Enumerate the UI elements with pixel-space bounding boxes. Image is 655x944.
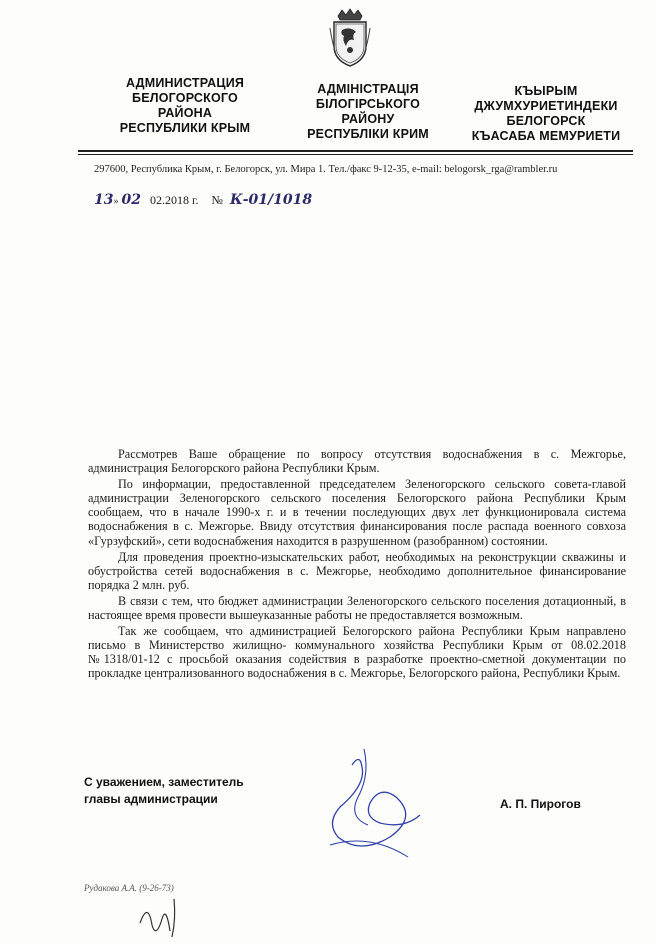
header-divider-thick [78,150,633,152]
paragraph: По информации, предоставленной председателем Зеленогорского сельского совета-главой администрации Зеленогорского сельского поселения Белогорского района Республики Крым сообщаем, что в начале 1990-х г. и в течении последующих двух лет функционировала система водоснабжения в с. Межгорье. Ввиду отсутствия финансирования после распада военного совхоза «Гурзуфский», сети водоснабжения находится в разрушенном (разобранном) состоянии. [88,477,626,548]
coat-of-arms-emblem [328,8,372,68]
header-crimean-tatar [460,84,632,144]
address-line: 297600, Республика Крым, г. Белогорск, ул. Мира 1. Тел./факс 9-12-35, e-mail: belogorsk_rga@rambler.ru [94,164,558,175]
handwritten-number: К-01/1018 [230,192,313,208]
signature-line: С уважением, заместитель [84,775,244,789]
paragraph: В связи с тем, что бюджет администрации Зеленогорского сельского поселения дотационный, в настоящее время провести вышеуказанные работы не предоставляется возможным. [88,593,626,623]
header-line: БІЛОГІРСЬКОГО [315,97,421,111]
header-line: БЕЛОГОРСК [506,114,586,128]
paragraph: Так же сообщаем, что администрацией Белогорского района Республики Крым направлено письмо в Министерство жилищно- коммунального хозяйства Республики Крым от 08.02.2018 №1318/01-12 с просьбой оказания содействия в разработке проектно-сметной документации по прокладке централизованного водоснабжения в с. Межгорье, Белогорского района, Республики Крым. [88,624,626,681]
header-line: АДМИНИСТРАЦИЯ [125,76,245,90]
header-line: АДМІНІСТРАЦІЯ [317,82,419,96]
paragraph: Рассмотрев Ваше обращение по вопросу отсутствия водоснабжения в с. Межгорье, администрация Белогорского района Республики Крым. [88,447,626,476]
executor-note: Рудакова А.А. (9-26-73) [84,883,174,893]
header-divider-thin [78,154,633,155]
printed-date: 02.2018 г. [149,193,199,207]
letter-body [88,447,626,683]
header-line: РЕСПУБЛИКИ КРЫМ [119,121,251,135]
header-line: РЕСПУБЛІКИ КРИМ [307,127,429,141]
paragraph: Для проведения проектно-изыскательских работ, необходимых на реконструкции скважины и обустройства сетей водоснабжения в с. Межгорье, необходимо дополнительное финансирование порядка 2 млн. руб. [88,549,626,592]
handwritten-signature [300,745,450,865]
header-line: КЪЫРЫМ [514,84,578,98]
header-line: БЕЛОГОРСКОГО [132,91,238,105]
initials-scribble [134,895,194,939]
reference-line: 13» 02 02.2018 г. № К-01/1018 [94,192,313,208]
header-ukrainian [283,82,453,142]
signature-title [84,774,244,808]
header-line: РАЙОНУ [341,112,395,126]
number-label: № [211,193,223,207]
signature-line: главы администрации [84,792,218,806]
handwritten-month: 02 [121,192,141,208]
header-line: РАЙОНА [157,106,213,120]
signatory-name: А. П. Пирогов [500,797,581,811]
header-line: КЪАСАБА МЕМУРИЕТИ [471,129,621,143]
header-russian [100,76,270,136]
handwritten-day: 13 [94,192,114,208]
header-line: ДЖУМХУРИЕТИНДЕКИ [474,99,618,113]
